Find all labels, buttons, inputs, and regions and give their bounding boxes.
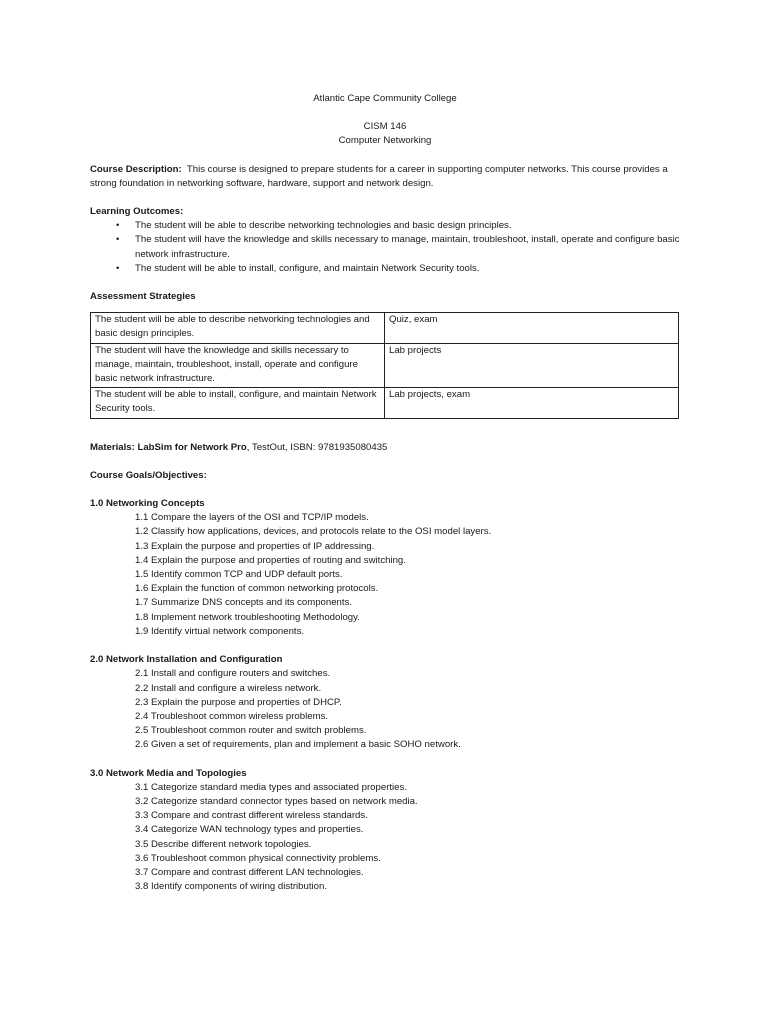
assessment-table (90, 312, 679, 418)
section-title: 1.0 Networking Concepts (90, 498, 205, 510)
list-item: 2.5 Troubleshoot common router and switch problems. (135, 725, 367, 737)
table-cell-strategy: Lab projects, exam (385, 388, 679, 418)
table-cell-outcome: The student will be able to install, configure, and maintain Network Security tools. (91, 388, 385, 418)
section-title: 2.0 Network Installation and Configuration (90, 654, 283, 666)
materials-rest: , TestOut, ISBN: 9781935080435 (246, 441, 388, 453)
assessment-label: Assessment Strategies (90, 291, 196, 303)
table-cell-strategy: Quiz, exam (385, 313, 679, 343)
document-page (90, 92, 680, 894)
list-item: 1.8 Implement network troubleshooting Methodology. (135, 611, 360, 623)
list-item: 3.8 Identify components of wiring distribution. (135, 881, 327, 893)
bullet-icon: • (116, 234, 120, 246)
bullet-icon: • (116, 262, 120, 274)
list-item: 1.7 Summarize DNS concepts and its components. (135, 597, 353, 609)
list-item: 2.1 Install and configure routers and switches. (135, 668, 331, 680)
bullet-icon: • (116, 220, 120, 232)
list-item: 2.4 Troubleshoot common wireless problems. (135, 710, 329, 722)
list-item: 1.1 Compare the layers of the OSI and TCP/IP models. (135, 512, 369, 524)
objective-list (90, 511, 680, 639)
list-item: 1.6 Explain the function of common networking protocols. (135, 583, 379, 595)
course-title: Computer Networking (338, 135, 432, 147)
list-item: 1.9 Identify virtual network components. (135, 625, 305, 637)
list-item: • The student will be able to describe networking technologies and basic design principles. (90, 219, 680, 233)
course-code: CISM 146 (363, 121, 407, 133)
table-row (91, 313, 679, 343)
learning-outcomes-list (90, 219, 680, 276)
list-item: 1.2 Classify how applications, devices, and protocols relate to the OSI model layers. (135, 526, 492, 538)
college-name: Atlantic Cape Community College (313, 93, 457, 104)
list-item: 3.7 Compare and contrast different LAN technologies. (135, 866, 364, 878)
list-item: 3.4 Categorize WAN technology types and properties. (135, 824, 364, 836)
list-item: 2.6 Given a set of requirements, plan and implement a basic SOHO network. (135, 739, 461, 751)
goals-label: Course Goals/Objectives: (90, 469, 207, 481)
list-item: 3.2 Categorize standard connector types based on network media. (135, 795, 418, 807)
learning-outcomes-label: Learning Outcomes: (90, 206, 184, 218)
course-description-label: Course Description: (90, 163, 182, 175)
list-item: 2.2 Install and configure a wireless network. (135, 682, 322, 694)
course-description-text: This course is designed to prepare students for a career in supporting computer networks. This course provides a strong foundation in networking software, hardware, support and network design. (90, 163, 668, 189)
table-row (91, 343, 679, 388)
list-item: 1.4 Explain the purpose and properties of routing and switching. (135, 554, 406, 566)
list-item: 3.1 Categorize standard media types and associated properties. (135, 781, 407, 793)
list-item: 2.3 Explain the purpose and properties of DHCP. (135, 696, 342, 708)
materials-label: Materials (90, 441, 132, 453)
list-item: 3.3 Compare and contrast different wireless standards. (135, 810, 368, 822)
list-item: • The student will be able to install, configure, and maintain Network Security tools. (90, 262, 680, 276)
table-cell-outcome: The student will be able to describe networking technologies and basic design principles. (91, 313, 385, 343)
objective-list (90, 667, 680, 752)
materials-title: LabSim for Network Pro (137, 441, 247, 453)
list-item: • The student will have the knowledge and skills necessary to manage, maintain, troubleshoot, install, operate and configure basic network infrastructure. (116, 234, 680, 260)
course-description (90, 163, 680, 191)
table-cell-strategy: Lab projects (385, 343, 679, 388)
list-item: 3.6 Troubleshoot common physical connectivity problems. (135, 852, 381, 864)
list-item: 1.3 Explain the purpose and properties of IP addressing. (135, 540, 375, 552)
materials-line: Materials: LabSim for Network Pro, TestOut, ISBN: 9781935080435 (90, 441, 388, 453)
table-cell-outcome: The student will have the knowledge and skills necessary to manage, maintain, troubleshoot, install, operate and configure basic network infrastructure. (91, 343, 385, 388)
list-item: 1.5 Identify common TCP and UDP default ports. (135, 569, 343, 581)
list-item: 3.5 Describe different network topologies. (135, 838, 312, 850)
section-title: 3.0 Network Media and Topologies (90, 767, 247, 779)
table-row (91, 388, 679, 418)
objective-list (90, 781, 680, 895)
